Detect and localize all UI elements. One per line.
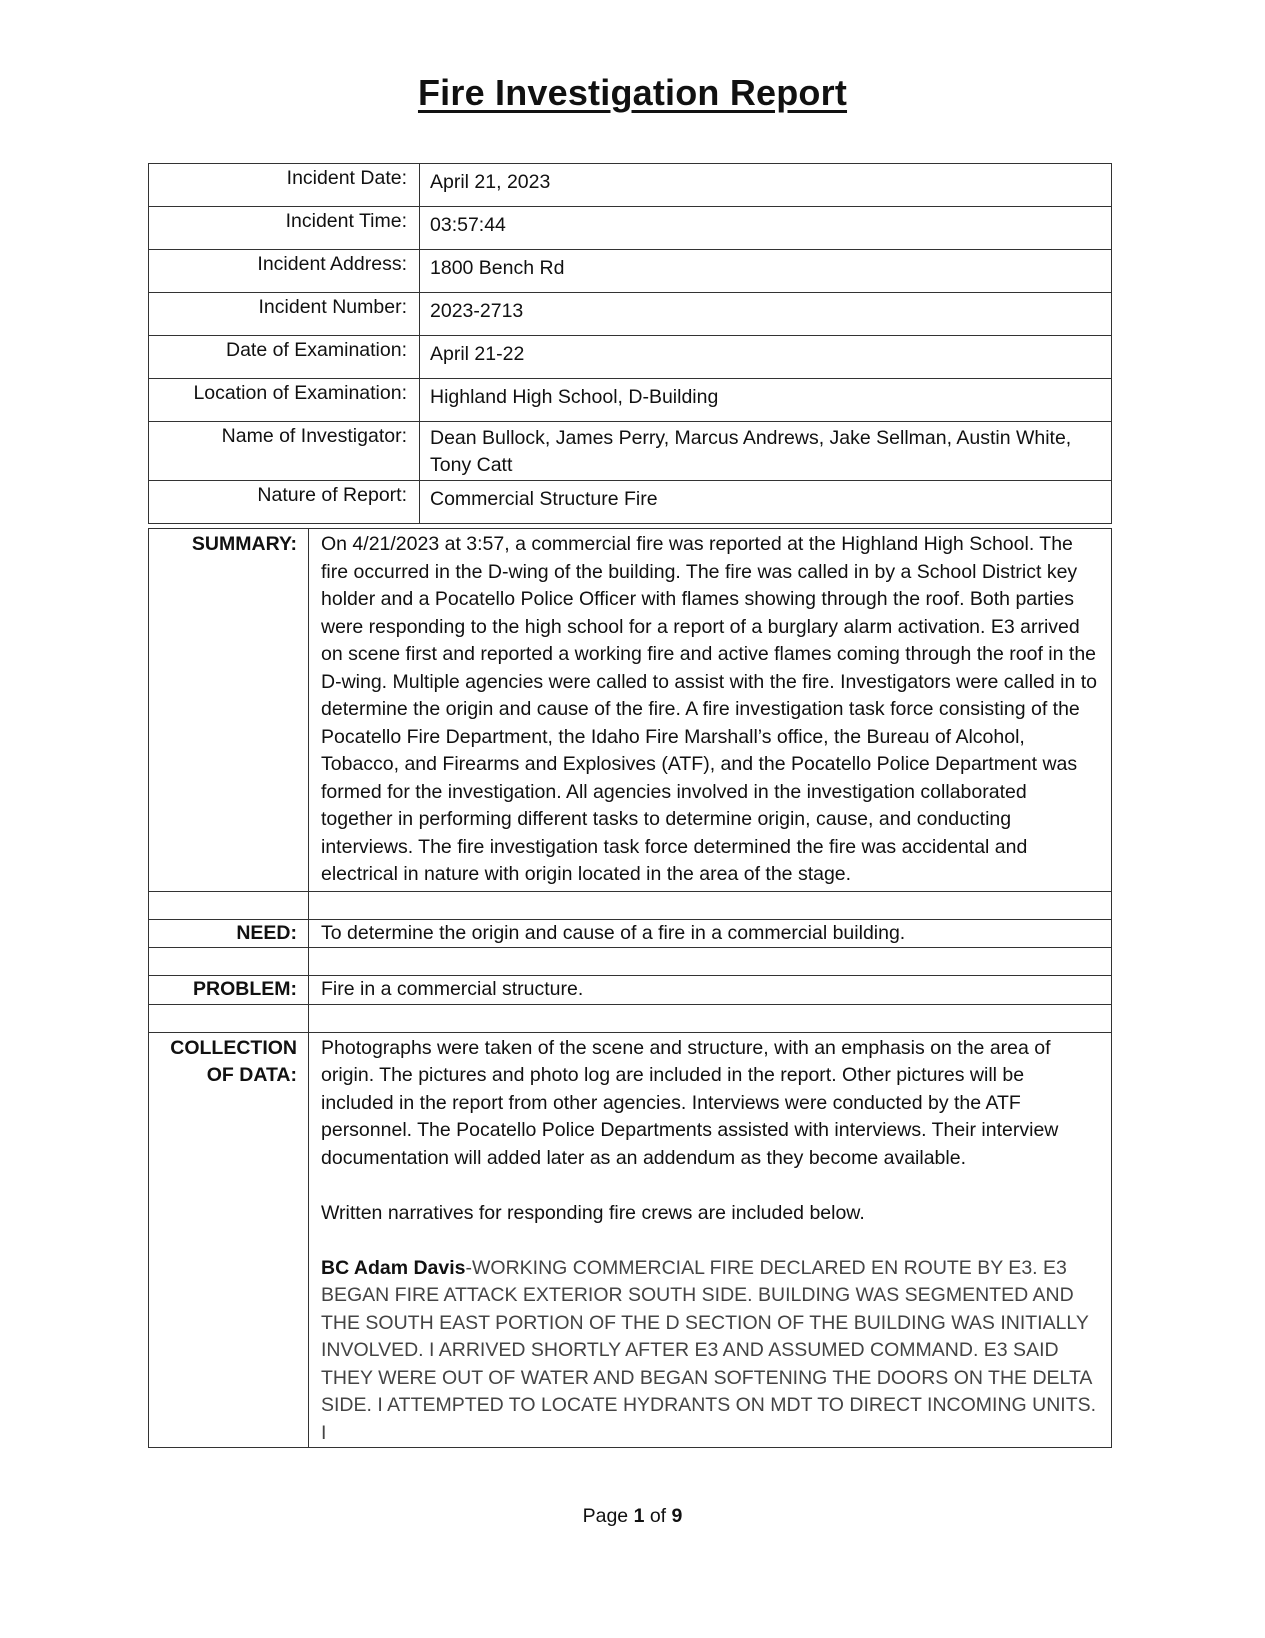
- collection-label-line1: COLLECTION: [170, 1036, 297, 1059]
- spacer-row: [149, 948, 1112, 976]
- collection-paragraph-1: Photographs were taken of the scene and structure, with an emphasis on the area of origin. The pictures and photo log are included in the report. Other pictures will be included in the report from other agencies. Interviews were conducted by the ATF personnel. The Pocatello Police Departments assisted with interviews. Their interview documentation will added later as an addendum as they become available.: [321, 1036, 1059, 1169]
- spacer-row: [149, 891, 1112, 919]
- problem-row: [149, 976, 1112, 1005]
- spacer-row: [149, 1004, 1112, 1032]
- summary-label: SUMMARY:: [149, 529, 309, 892]
- info-row: [149, 250, 1112, 293]
- report-body-table: [148, 528, 1112, 1448]
- info-row: [149, 293, 1112, 336]
- incident-number-value: 2023-2713: [420, 293, 1112, 336]
- incident-time-label: Incident Time:: [149, 207, 420, 250]
- paragraph-gap: [321, 1227, 1099, 1255]
- report-title: Fire Investigation Report: [417, 72, 848, 113]
- spacer-cell: [149, 1004, 309, 1032]
- problem-text: Fire in a commercial structure.: [309, 976, 1112, 1005]
- incident-date-label: Incident Date:: [149, 164, 420, 207]
- page-current: 1: [633, 1505, 645, 1527]
- collection-label: [149, 1032, 309, 1448]
- examination-location-value: Highland High School, D-Building: [420, 379, 1112, 422]
- info-row: [149, 164, 1112, 207]
- page-prefix: Page: [582, 1505, 634, 1527]
- collection-paragraph-2: Written narratives for responding fire crews are included below.: [321, 1201, 865, 1224]
- info-row: [149, 336, 1112, 379]
- examination-date-value: April 21-22: [420, 336, 1112, 379]
- problem-label: PROBLEM:: [149, 976, 309, 1005]
- examination-date-label: Date of Examination:: [149, 336, 420, 379]
- incident-info-table: [148, 163, 1112, 524]
- collection-label-line2: OF DATA:: [206, 1064, 297, 1086]
- spacer-cell: [309, 891, 1112, 919]
- examination-location-label: Location of Examination:: [149, 379, 420, 422]
- report-nature-value: Commercial Structure Fire: [420, 481, 1112, 524]
- incident-date-value: April 21, 2023: [420, 164, 1112, 207]
- need-label: NEED:: [149, 919, 309, 948]
- spacer-cell: [309, 1004, 1112, 1032]
- investigator-name-label: Name of Investigator:: [149, 422, 420, 481]
- incident-number-label: Incident Number:: [149, 293, 420, 336]
- page-of: of: [644, 1505, 672, 1527]
- info-row: [149, 379, 1112, 422]
- narrative-paragraph: [321, 1255, 1099, 1448]
- narrative-text: -WORKING COMMERCIAL FIRE DECLARED EN ROUTE BY E3. E3 BEGAN FIRE ATTACK EXTERIOR SOUTH SIDE. BUILDING WAS SEGMENTED AND THE SOUTH EAST PORTION OF THE D SECTION OF THE BUILDING WAS INITIALLY INVOLVED. I ARRIVED SHORTLY AFTER E3 AND ASSUMED COMMAND. E3 SAID THEY WERE OUT OF WATER AND BEGAN SOFTENING THE DOORS ON THE DELTA SIDE. I ATTEMPTED TO LOCATE HYDRANTS ON MDT TO DIRECT INCOMING UNITS. I: [321, 1256, 1097, 1444]
- info-row: [149, 422, 1112, 481]
- need-text: To determine the origin and cause of a fire in a commercial building.: [309, 919, 1112, 948]
- page-total: 9: [671, 1505, 683, 1527]
- incident-address-label: Incident Address:: [149, 250, 420, 293]
- incident-time-value: 03:57:44: [420, 207, 1112, 250]
- paragraph-gap: [321, 1172, 1099, 1200]
- incident-address-value: 1800 Bench Rd: [420, 250, 1112, 293]
- collection-text: [309, 1032, 1112, 1448]
- spacer-cell: [149, 948, 309, 976]
- spacer-cell: [149, 891, 309, 919]
- narrative-author: BC Adam Davis: [321, 1256, 466, 1279]
- info-row: [149, 207, 1112, 250]
- summary-text: On 4/21/2023 at 3:57, a commercial fire was reported at the Highland High School. The fire occurred in the D-wing of the building. The fire was called in by a School District key holder and a Pocatello Police Officer with flames showing through the roof. Both parties were responding to the high school for a report of a burglary alarm activation. E3 arrived on scene first and reported a working fire and active flames coming through the roof in the D-wing. Multiple agencies were called to assist with the fire. Investigators were called in to determine the origin and cause of the fire. A fire investigation task force consisting of the Pocatello Fire Department, the Idaho Fire Marshall’s office, the Bureau of Alcohol, Tobacco, and Firearms and Explosives (ATF), and the Pocatello Police Department was formed for the investigation. All agencies involved in the investigation collaborated together in performing different tasks to determine origin, cause, and conducting interviews. The fire investigation task force determined the fire was accidental and electrical in nature with origin located in the area of the stage.: [309, 529, 1112, 892]
- collection-row: [149, 1032, 1112, 1448]
- need-row: [149, 919, 1112, 948]
- investigator-name-value: Dean Bullock, James Perry, Marcus Andrews, Jake Sellman, Austin White, Tony Catt: [420, 422, 1112, 481]
- page-footer: [0, 1505, 1265, 1528]
- summary-row: [149, 529, 1112, 892]
- spacer-cell: [309, 948, 1112, 976]
- info-row: [149, 481, 1112, 524]
- report-nature-label: Nature of Report:: [149, 481, 420, 524]
